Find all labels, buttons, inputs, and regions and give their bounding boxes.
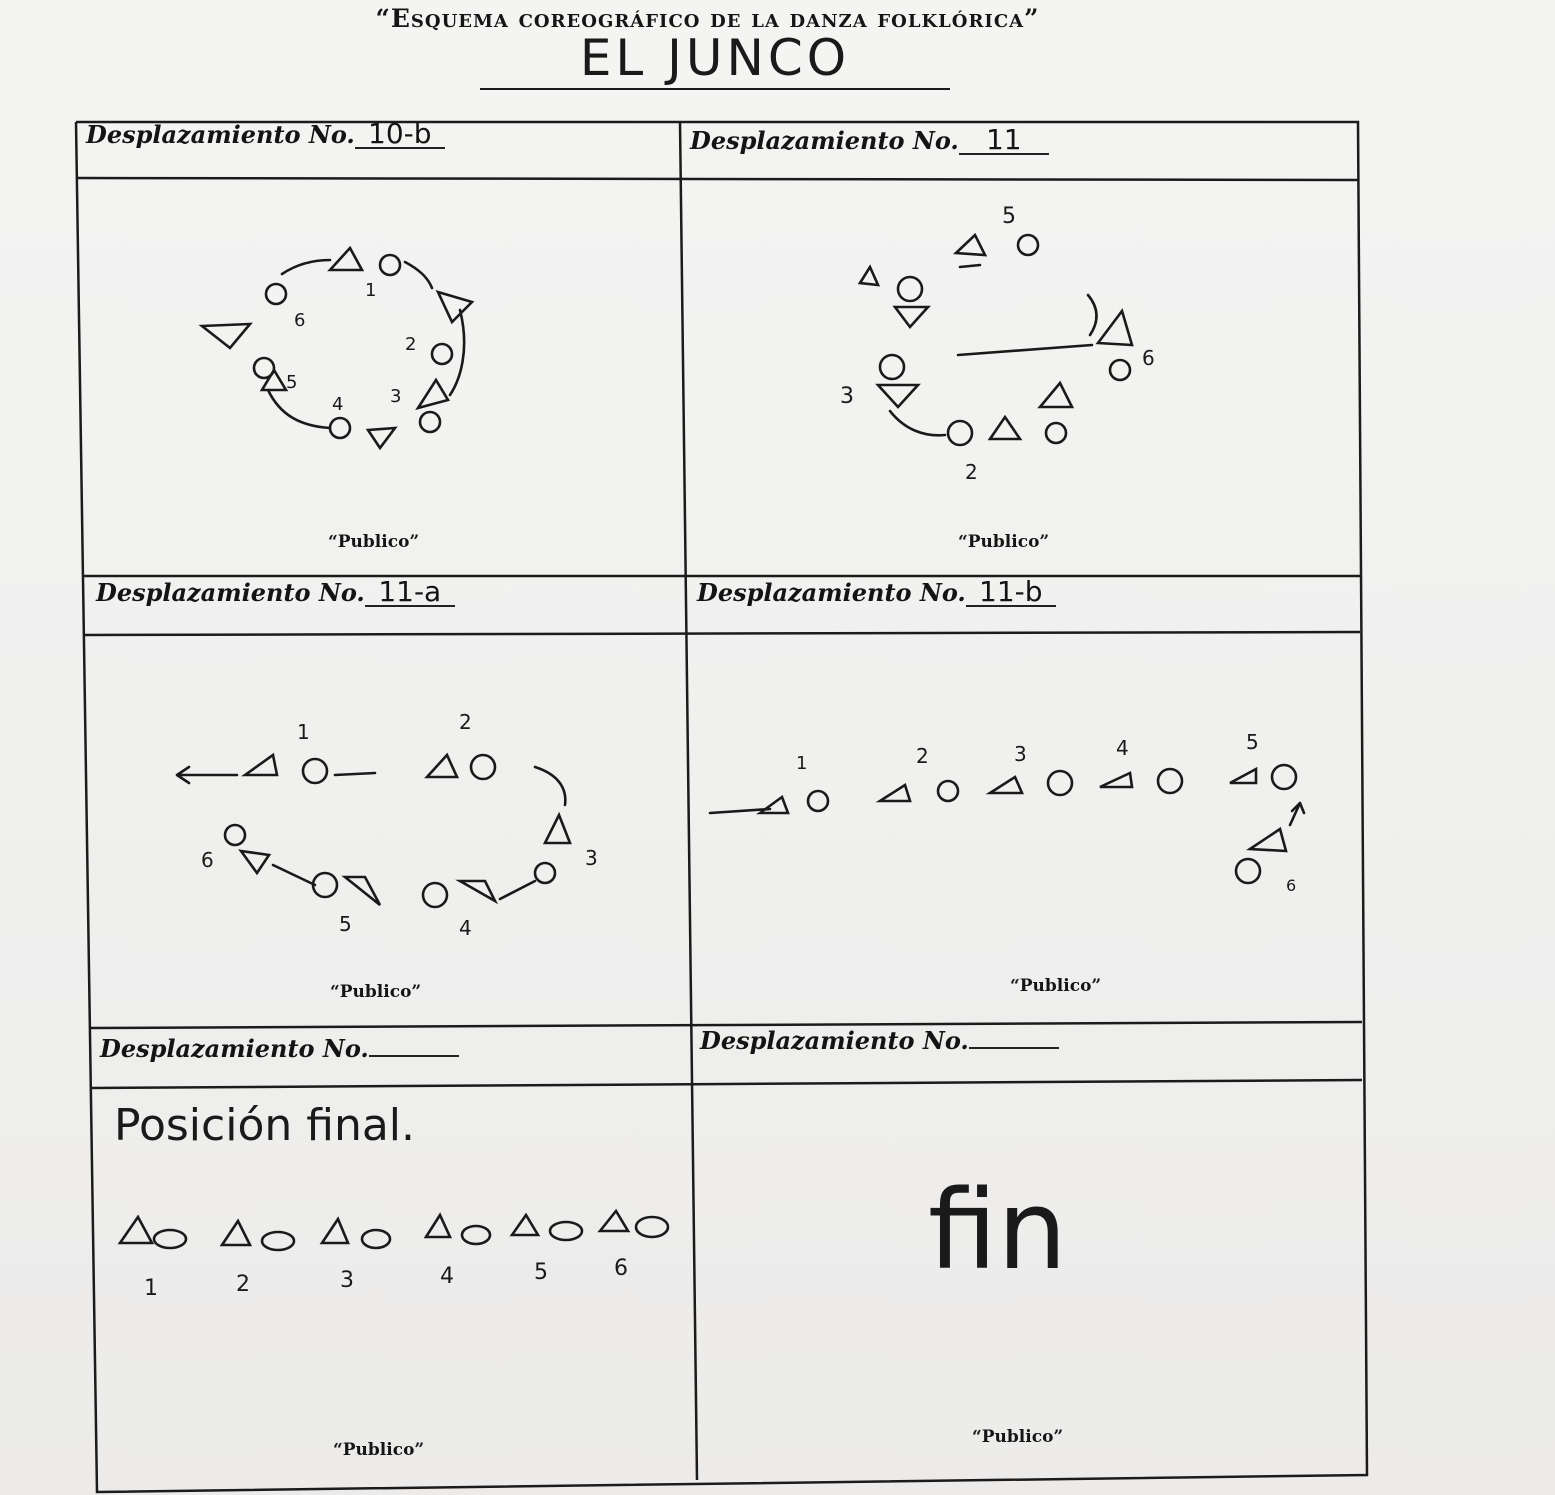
path-arrow-icon [1290, 803, 1304, 825]
cell-5-number [369, 1055, 459, 1057]
cell-1-header [86, 117, 445, 150]
dancer-man-icon [254, 358, 274, 378]
cell-6-publico: “Publico” [972, 1427, 1064, 1447]
path-arrow-icon [335, 773, 375, 775]
dancer-woman-icon [1040, 383, 1072, 407]
cell-3-number: 11-a [365, 579, 455, 607]
cell-1-diagram [190, 230, 480, 450]
cell-5-label-6: 6 [614, 1256, 628, 1281]
dancer-woman-icon [1098, 311, 1132, 345]
cell-5-label-3: 3 [340, 1268, 354, 1293]
cell-1-header-label: Desplazamiento No. [86, 120, 355, 149]
dancer-man-icon [898, 277, 922, 301]
dancer-woman-icon [426, 1215, 450, 1237]
dancer-woman-icon [345, 877, 380, 905]
dancer-man-icon [880, 355, 904, 379]
dancer-man-icon [471, 755, 495, 779]
cell-3-label-3: 3 [585, 846, 598, 870]
dancer-woman-icon [760, 797, 788, 813]
dancer-man-icon [1272, 765, 1296, 789]
dancer-man-icon [1046, 423, 1066, 443]
cell-2-publico: “Publico” [958, 532, 1050, 552]
dancer-woman-icon [878, 385, 918, 407]
cell-3-label-6: 6 [201, 848, 214, 872]
cell-2-header [690, 123, 1049, 156]
dancer-man-icon [1110, 360, 1130, 380]
cell-5-diagram [110, 1195, 680, 1305]
dancer-man-icon [1236, 859, 1260, 883]
dancer-man-icon [330, 418, 350, 438]
dancer-woman-icon [241, 851, 269, 873]
cell-4-label-1: 1 [796, 753, 808, 774]
cell-1-number: 10-b [355, 121, 445, 149]
dancer-man-icon [420, 412, 440, 432]
cell-3-label-1: 1 [297, 720, 310, 744]
dancer-man-icon [636, 1217, 668, 1237]
dancer-woman-icon [1100, 773, 1132, 787]
dancer-woman-icon [245, 755, 277, 775]
path-arrow-icon [282, 260, 330, 274]
cell-2-label-6: 6 [1142, 346, 1155, 370]
path-arrow-icon [890, 411, 945, 435]
cell-6-header [700, 1026, 1059, 1055]
dancer-woman-icon [990, 777, 1022, 793]
dancer-woman-icon [512, 1215, 538, 1235]
cell-1-label-1: 1 [365, 280, 377, 301]
path-arrow-icon [500, 881, 535, 899]
cell-5-note: Posición final. [114, 1100, 416, 1151]
cell-5-label-1: 1 [144, 1276, 158, 1301]
path-arrow-icon [958, 345, 1092, 355]
cell-4-diagram [700, 725, 1340, 900]
dancer-woman-icon [427, 755, 457, 777]
dancer-woman-icon [330, 248, 362, 270]
dancer-man-icon [1048, 771, 1072, 795]
dancer-man-icon [808, 791, 828, 811]
dancer-woman-icon [120, 1217, 152, 1243]
dancer-man-icon [313, 873, 337, 897]
cell-2-label-3: 3 [840, 384, 854, 409]
cell-5-label-4: 4 [440, 1264, 454, 1289]
cell-4-label-6: 6 [1286, 876, 1297, 895]
dancer-man-icon [362, 1230, 390, 1248]
dancer-man-icon [154, 1230, 186, 1248]
path-arrow-icon [268, 390, 330, 428]
cell-1-label-6: 6 [294, 310, 306, 331]
cell-6-number [969, 1047, 1059, 1049]
dancer-man-icon [423, 883, 447, 907]
dancer-man-icon [432, 344, 452, 364]
cell-3-header [96, 575, 455, 608]
path-arrow-icon [535, 767, 565, 805]
cell-5-label-5: 5 [534, 1260, 548, 1285]
cell-4-header-label: Desplazamiento No. [697, 578, 966, 607]
dancer-man-icon [948, 421, 972, 445]
dancer-man-icon [462, 1226, 490, 1244]
dance-name: EL JUNCO [480, 28, 950, 90]
dancer-man-icon [535, 863, 555, 883]
dancer-man-icon [1158, 769, 1182, 793]
cell-4-header [697, 575, 1056, 608]
cell-1-label-4: 4 [332, 394, 344, 415]
cell-6-header-label: Desplazamiento No. [700, 1026, 969, 1055]
path-arrow-icon [273, 865, 315, 885]
dancer-woman-icon [322, 1219, 348, 1243]
dancer-man-icon [266, 284, 286, 304]
cell-1-label-3: 3 [390, 386, 402, 407]
document-title: “Esquema coreográfico de la danza folklórica” [375, 4, 1040, 33]
dancer-woman-icon [1230, 769, 1256, 783]
dancer-woman-icon [860, 267, 878, 285]
dancer-man-icon [262, 1232, 294, 1250]
dancer-woman-icon [222, 1221, 250, 1245]
cell-5-publico: “Publico” [333, 1440, 425, 1460]
cell-2-header-label: Desplazamiento No. [690, 126, 959, 155]
cell-5-label-2: 2 [236, 1272, 250, 1297]
dancer-woman-icon [202, 324, 250, 348]
dancer-man-icon [1018, 235, 1038, 255]
cell-3-publico: “Publico” [330, 982, 422, 1002]
dancer-man-icon [225, 825, 245, 845]
path-arrow-icon [1088, 295, 1097, 335]
dancer-woman-icon [880, 785, 910, 801]
cell-6-note: fin [928, 1166, 1068, 1294]
cell-2-label-5: 5 [1002, 204, 1016, 229]
dancer-man-icon [303, 759, 327, 783]
dancer-woman-icon [418, 380, 448, 408]
cell-3-label-4: 4 [459, 916, 472, 940]
path-arrow-icon [405, 262, 432, 288]
path-arrow-icon [960, 265, 980, 267]
cell-1-label-5: 5 [286, 372, 298, 393]
dancer-woman-icon [545, 815, 570, 843]
cell-4-label-5: 5 [1246, 730, 1259, 754]
cell-1-publico: “Publico” [328, 532, 420, 552]
dancer-woman-icon [438, 292, 472, 322]
cell-2-number: 11 [959, 127, 1049, 155]
dancer-man-icon [550, 1222, 582, 1240]
cell-4-label-2: 2 [916, 744, 929, 768]
dancer-woman-icon [956, 235, 985, 255]
dancer-woman-icon [895, 307, 928, 327]
cell-2-label-2: 2 [965, 460, 978, 484]
cell-3-diagram [165, 705, 615, 945]
cell-4-label-4: 4 [1116, 736, 1129, 760]
cell-2-diagram [830, 195, 1180, 495]
cell-5-header-label: Desplazamiento No. [100, 1034, 369, 1063]
dancer-woman-icon [368, 428, 395, 448]
cell-1-label-2: 2 [405, 334, 417, 355]
dancer-woman-icon [1250, 829, 1286, 851]
dancer-man-icon [380, 255, 400, 275]
cell-4-label-3: 3 [1014, 742, 1027, 766]
cell-5-header [100, 1034, 459, 1063]
dancer-woman-icon [460, 881, 495, 901]
dancer-man-icon [938, 781, 958, 801]
cell-4-publico: “Publico” [1010, 976, 1102, 996]
cell-3-label-2: 2 [459, 710, 472, 734]
dancer-woman-icon [600, 1211, 628, 1231]
dancer-woman-icon [990, 417, 1020, 439]
cell-4-number: 11-b [966, 579, 1056, 607]
path-arrow-icon [177, 767, 237, 783]
cell-3-header-label: Desplazamiento No. [96, 578, 365, 607]
cell-3-label-5: 5 [339, 912, 352, 936]
